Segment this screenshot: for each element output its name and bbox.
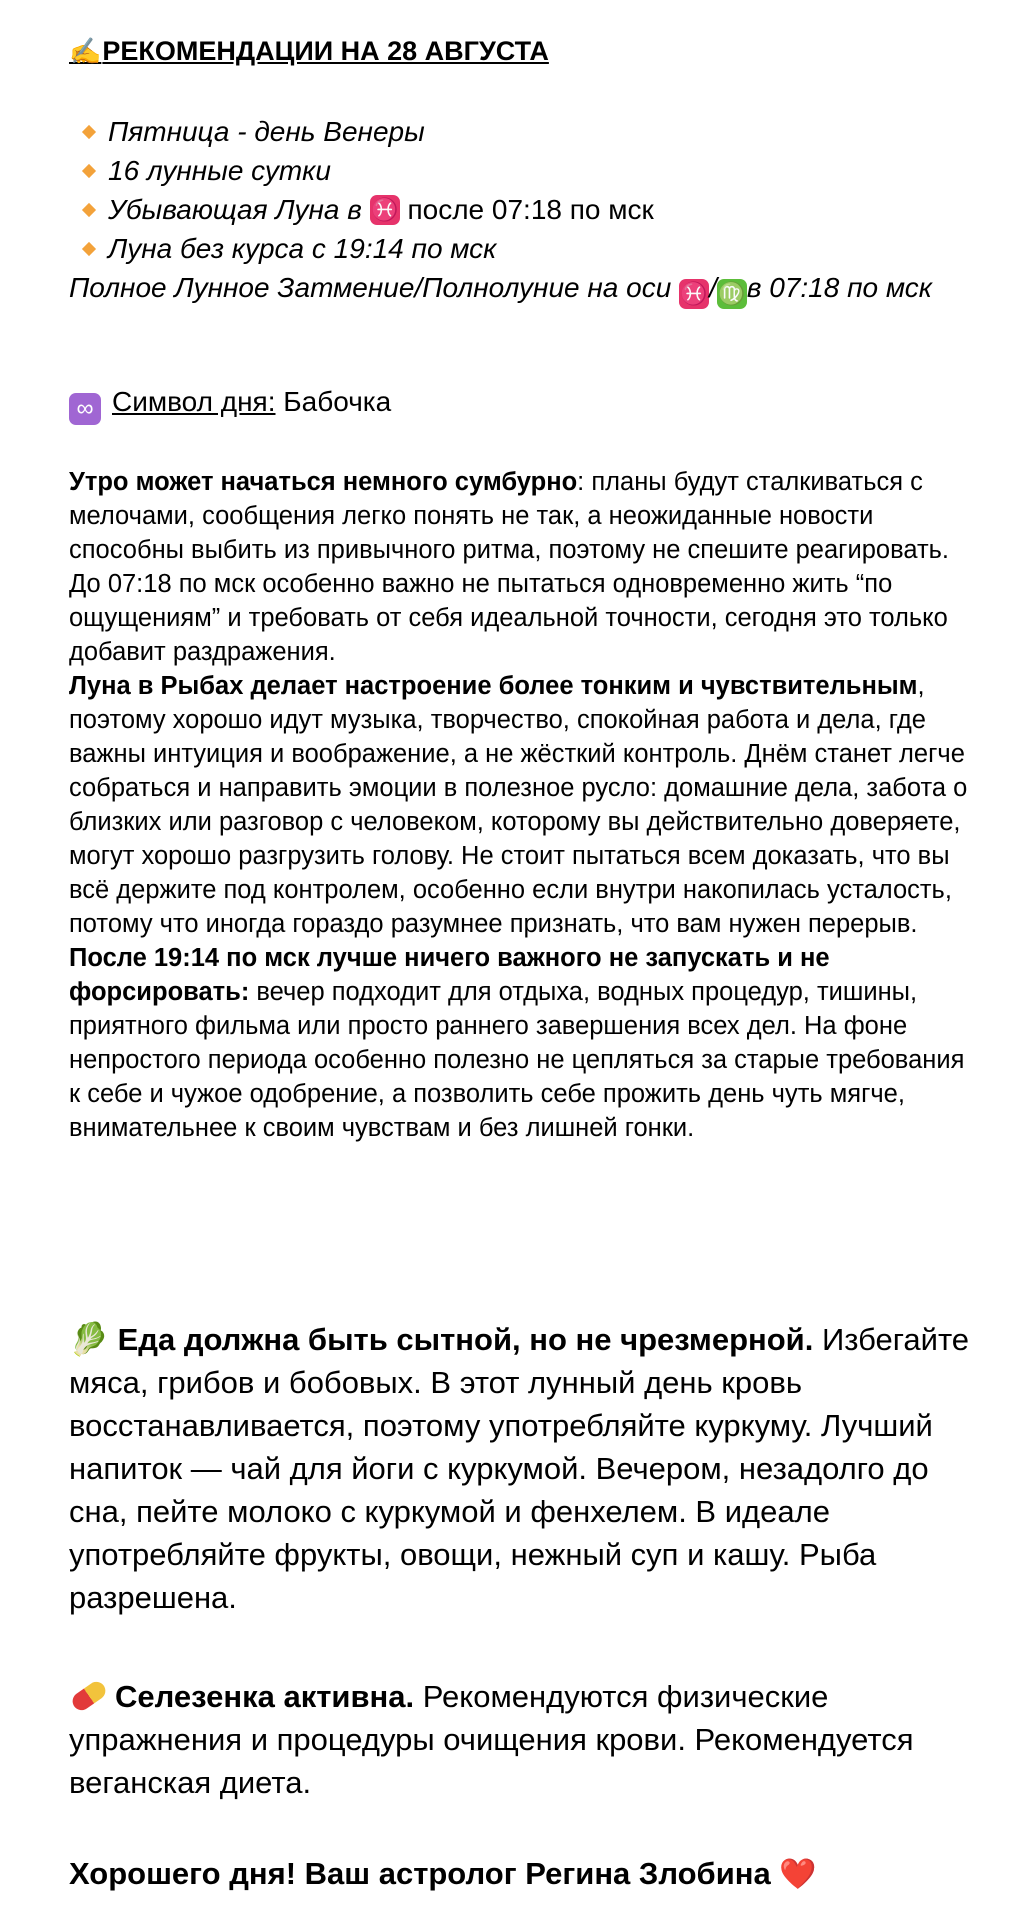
leafy-green-icon: 🥬 — [69, 1321, 109, 1357]
paragraph-moon — [69, 669, 979, 941]
heart-icon: ❤️ — [779, 1858, 817, 1891]
pisces-icon: ♓ — [679, 279, 709, 309]
food-section — [69, 1318, 979, 1619]
eclipse-note — [69, 268, 969, 309]
symbol-of-day — [69, 386, 391, 425]
eclipse-text: Полное Лунное Затмение/Полнолуние на оси — [69, 272, 672, 303]
list-item — [80, 190, 654, 229]
list-item — [80, 151, 654, 190]
eclipse-time: в 07:18 по мск — [746, 272, 932, 303]
paragraph-text: вечер подходит для отдыха, водных процедур, тишины, приятного фильма или просто раннего завершения всех дел. На фоне непростого периода особенно полезно не цепляться за старые требования к себе и чужое одобрение, а позволить себе прожить день чуть мягче, внимательнее к своим чувствам и без лишней гонки. — [69, 978, 965, 1142]
infinity-icon: ∞ — [69, 393, 101, 425]
title-text: РЕКОМЕНДАЦИИ НА 28 АВГУСТА — [102, 36, 549, 66]
orange-diamond-icon — [82, 163, 96, 177]
virgo-icon: ♍ — [717, 279, 747, 309]
paragraph-text: , поэтому хорошо идут музыка, творчество, спокойная работа и дела, где важны интуиция и воображение, а не жёсткий контроль. Днём станет легче собраться и направить эмоции в полезное русло: домашние дела, забота о близких или разговор с человеком, которому вы действительно доверяете, могут хорошо разгрузить голову. Не стоит пытаться всем доказать, что вы всё держите под контролем, особенно если внутри накопилась усталость, потому что иногда гораздо разумнее признать, что вам нужен перерыв. — [69, 672, 968, 938]
paragraph-lead: Утро может начаться немного сумбурно — [69, 468, 578, 496]
signoff-text: Хорошего дня! Ваш астролог Регина Злобина — [69, 1856, 771, 1891]
orange-diamond-icon — [82, 202, 96, 216]
paragraph-morning — [69, 465, 979, 669]
writing-hand-icon: ✍️ — [69, 36, 102, 66]
paragraph-lead: После 19:14 по мск лучше ничего важного не запускать и не форсировать: — [69, 944, 830, 1006]
orange-diamond-icon — [82, 241, 96, 255]
list-item-text: 16 лунные сутки — [108, 155, 331, 186]
orange-diamond-icon — [82, 124, 96, 138]
axis-separator: / — [709, 272, 717, 303]
paragraph-lead: Луна в Рыбах делает настроение более тонким и чувствительным — [69, 672, 918, 700]
day-facts-list — [80, 112, 654, 268]
page-title — [69, 36, 549, 67]
list-item-text: Убывающая Луна в — [108, 194, 362, 225]
spleen-text: Рекомендуются физические упражнения и процедуры очищения крови. Рекомендуется веганская диета. — [69, 1679, 914, 1800]
list-item — [80, 229, 654, 268]
day-description — [69, 465, 979, 1145]
pill-icon — [69, 1678, 109, 1713]
list-item-suffix: после 07:18 по мск — [407, 194, 654, 225]
spleen-heading: Селезенка активна. — [115, 1679, 415, 1714]
symbol-value: Бабочка — [283, 386, 392, 417]
signoff — [69, 1856, 817, 1892]
pisces-icon: ♓ — [370, 195, 400, 225]
food-heading: Еда должна быть сытной, но не чрезмерной. — [117, 1322, 814, 1357]
list-item-text: Пятница - день Венеры — [108, 116, 425, 147]
food-text: Избегайте мяса, грибов и бобовых. В этот лунный день кровь восстанавливается, поэтому употребляйте куркуму. Лучший напиток — чай для йоги с куркумой. Вечером, незадолго до сна, пейте молоко с куркумой и фенхелем. В идеале употребляйте фрукты, овощи, нежный суп и кашу. Рыба разрешена. — [69, 1322, 970, 1615]
list-item — [80, 112, 654, 151]
paragraph-text: : планы будут сталкиваться с мелочами, сообщения легко понять не так, а неожиданные новости способны выбить из привычного ритма, поэтому не спешите реагировать. До 07:18 по мск особенно важно не пытаться одновременно жить “по ощущениям” и требовать от себя идеальной точности, сегодня это только добавит раздражения. — [69, 468, 950, 666]
symbol-label: Символ дня: — [112, 386, 276, 417]
list-item-text: Луна без курса с 19:14 по мск — [108, 233, 497, 264]
paragraph-evening — [69, 941, 979, 1145]
spleen-section — [69, 1675, 979, 1804]
